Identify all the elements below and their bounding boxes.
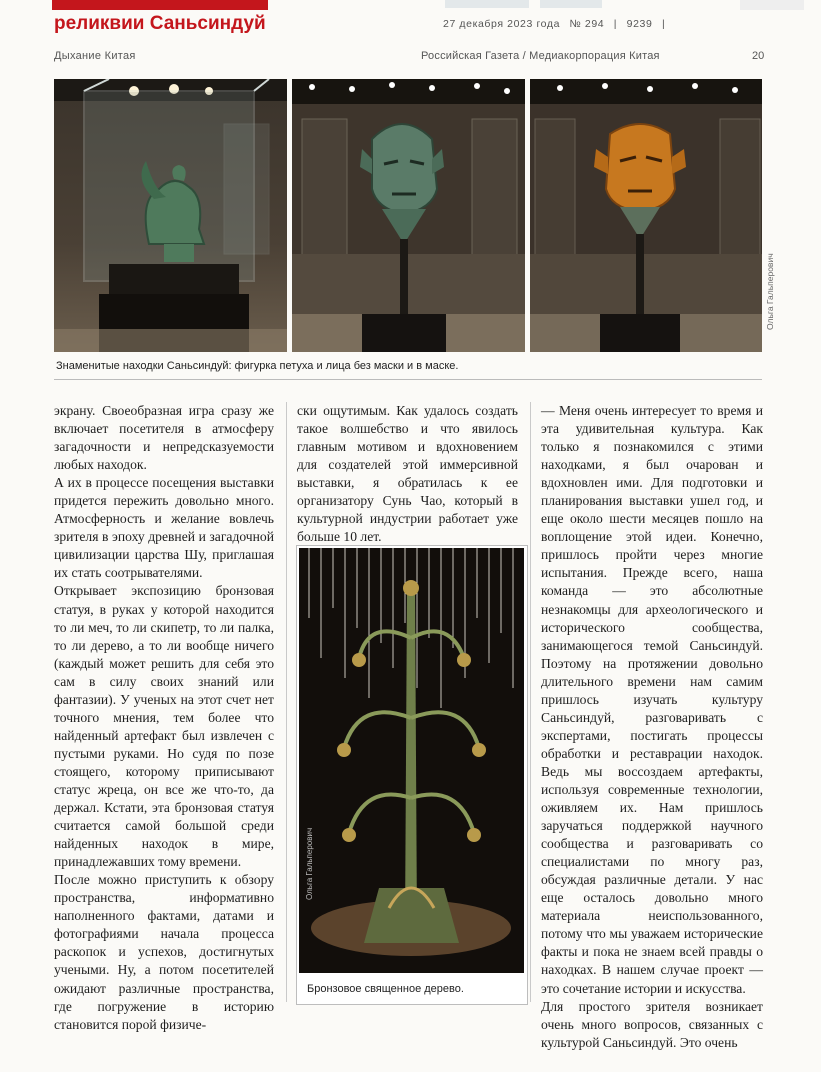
photo-gold-mask-head xyxy=(530,79,762,352)
header-red-bar xyxy=(52,0,268,10)
photo-bronze-head xyxy=(292,79,525,352)
tree-photo-frame xyxy=(296,545,528,1005)
meta-separator: | xyxy=(661,18,666,30)
header-gray-bar xyxy=(540,0,602,8)
column-divider xyxy=(530,402,531,1002)
issue-meta xyxy=(443,18,671,30)
paragraph: экрану. Своеобразная игра сразу же включает посетителя в атмосферу загадочности и непредсказуемости любых находок. xyxy=(54,403,274,473)
paragraph: Для простого зрителя возникает очень много вопросов, связанных с культурой Саньсиндуй. Это очень xyxy=(541,998,763,1050)
bronze-rooster-image xyxy=(54,79,287,352)
paragraph: ски ощутимым. Как удалось создать такое волшебство и что явилось главным мотивом и вдохновением для создателей этой иммерсивной выставки, я обратилась к ее организатору Сунь Чао, который в культурной индустрии работает уже больше 10 лет. xyxy=(297,403,518,545)
article-column-3 xyxy=(541,402,763,1052)
issue-code: 9239 xyxy=(626,18,653,30)
issue-number: № 294 xyxy=(569,18,605,30)
tree-photo-caption: Бронзовое священное дерево. xyxy=(307,983,464,995)
tree-photo-credit: Ольга Гальперович xyxy=(305,827,314,900)
bronze-tree-image xyxy=(299,548,524,973)
header-gray-bar xyxy=(445,0,529,8)
meta-separator: | xyxy=(613,18,618,30)
paragraph: А их в процессе посещения выставки придется пережить довольно много. Атмосферность и желание вовлечь зрителя в эпоху древней и загадочной цивилизации царства Шу, приглашая их стать соотрывателями. xyxy=(54,475,274,581)
caption-divider xyxy=(54,379,762,380)
paragraph: Открывает экспозицию бронзовая статуя, в руках у которой находится то ли меч, то ли скипетр, то ли палка, то ли дерево, а то ли вообще ничего (каждый может решить для себя это сам в силу своих знаний или фантазии). У ученых на этот счет нет точного мнения, тем более что найденный артефакт был извлечен с пустыми руками. Но судя по позе стоящего, которому приписывают статус жреца, он все же что-то, да держал. Кстати, эта бронзовая статуя считается самой большой среди найденных находок в мире, принадлежавших тому времени. xyxy=(54,583,274,870)
bronze-head-image xyxy=(292,79,525,352)
gold-mask-head-image xyxy=(530,79,762,352)
page-number: 20 xyxy=(752,50,765,62)
article-column-1 xyxy=(54,402,274,1034)
photo-bronze-rooster xyxy=(54,79,287,352)
paragraph: После можно приступить к обзору пространства, информативно наполненного фактами, датами и фотографиями начала процесса раскопок и успехов, достигнутых учеными. Ну, а потом посетителей ожидают различные пространства, где погружение в историю становится порой физиче- xyxy=(54,872,274,1032)
issue-date: 27 декабря 2023 года xyxy=(443,18,561,30)
article-column-2 xyxy=(297,402,518,546)
photo-caption: Знаменитые находки Саньсиндуй: фигурка петуха и лица без маски и в маске. xyxy=(56,360,459,372)
rubric: Дыхание Китая xyxy=(54,50,136,62)
section-title: реликвии Саньсиндуй xyxy=(54,13,266,34)
column-divider xyxy=(286,402,287,1002)
photo-credit: Ольга Гальперович xyxy=(765,253,775,330)
header-gray-bar xyxy=(740,0,804,10)
paragraph: — Меня очень интересует то время и эта удивительная культура. Как только я познакомился с этими находками, я был очарован и вдохновлен ими. Для подготовки и планирования выставки ушел год, и еще около шести месяцев пошло на воплощение этой идеи. Конечно, пришлось пройти через многие испытания. Прежде всего, наша команда — это абсолютные незнакомцы для археологического и исторического сообщества, занимающегося темой Саньсиндуй. Поэтому на протяжении довольно длительного времени нам самим пришлось изучать культуру Саньсиндуй, разговаривать с экспертами, постигать процессы обработки и реставрации находок. Ведь мы воссоздаем артефакты, используя современные технологии, оживляем их. Нам пришлось заручаться поддержкой научного сообщества и разговаривать со специалистами по многу раз, обсуждая различные детали. У нас еще осталось довольно много материала неиспользованного, потому что мы уважаем исторические факты и пока не знаем всей правды о находках. В нашем случае проект — это сочетание истории и искусства. xyxy=(541,403,763,996)
publisher-line: Российская Газета / Медиакорпорация Китая xyxy=(421,50,660,62)
photo-bronze-tree xyxy=(299,548,524,973)
